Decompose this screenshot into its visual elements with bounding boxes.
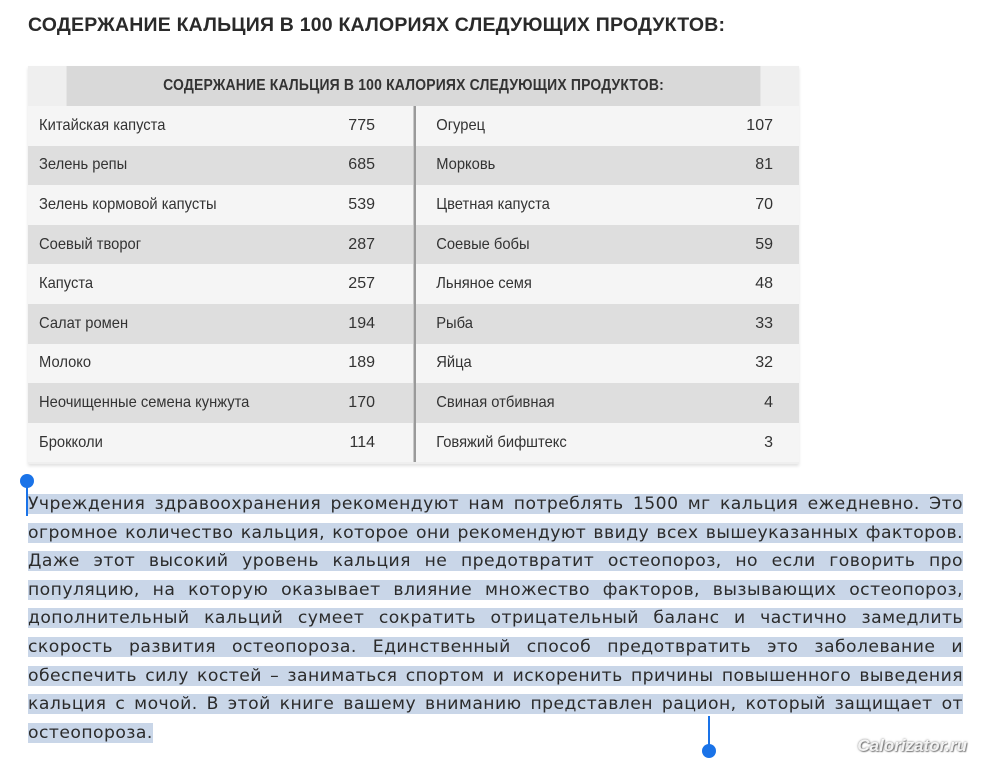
table-row <box>416 383 799 423</box>
calcium-value: 189 <box>348 354 375 372</box>
calcium-value: 3 <box>764 433 773 451</box>
table-row <box>416 344 799 384</box>
table-row <box>416 304 799 344</box>
calcium-value: 194 <box>348 314 375 332</box>
calcium-value: 4 <box>764 393 773 411</box>
table-row <box>28 225 413 265</box>
calcium-value: 33 <box>755 314 773 332</box>
product-name: Брокколи <box>39 433 103 451</box>
product-name: Молоко <box>39 354 92 372</box>
text-selection[interactable]: Учреждения здравоохранения рекомендуют нам потреблять 1500 мг кальция ежедневно. Это огромное количество кальция, которое они рекомендуют ввиду всех вышеуказанных факторов. Даже этот высокий уровень кальция не предотвратит остеопороз, но если говорить про популяцию, на которую оказывает влияние множество факторов, вызывающих остеопороз, дополнительный кальций сумеет сократить отрицательный баланс и частично замедлить скорость развития остеопороза. Единственный способ предотвратить это заболевание и обеспечить силу костей – заниматься спортом и искоренить причины повышенного выведения кальция с мочой. В этой книге вашему вниманию представлен рацион, который защищает от остеопороза. <box>28 494 963 743</box>
selection-handle-stem <box>708 716 710 746</box>
table-row <box>28 423 413 463</box>
table-row <box>28 185 413 225</box>
calcium-value: 81 <box>755 156 773 174</box>
calcium-value: 32 <box>755 354 773 372</box>
calcium-value: 107 <box>746 116 773 134</box>
product-name: Соевый творог <box>39 235 142 253</box>
product-name: Цветная капуста <box>436 195 550 213</box>
table-row <box>28 106 413 146</box>
calcium-value: 48 <box>755 275 773 293</box>
table-left-column <box>28 106 414 462</box>
product-name: Китайская капуста <box>39 116 166 134</box>
product-name: Свиная отбивная <box>436 393 555 411</box>
product-name: Яйца <box>436 354 472 372</box>
calcium-value: 539 <box>348 195 375 213</box>
table-row <box>416 225 799 265</box>
product-name: Огурец <box>436 116 486 134</box>
table-row <box>28 146 413 186</box>
selection-handle-dot[interactable] <box>702 744 716 758</box>
selected-paragraph[interactable] <box>28 490 963 747</box>
page-heading: СОДЕРЖАНИЕ КАЛЬЦИЯ В 100 КАЛОРИЯХ СЛЕДУЮЩИХ ПРОДУКТОВ: <box>28 14 726 36</box>
product-name: Льняное семя <box>436 275 532 293</box>
table-title: СОДЕРЖАНИЕ КАЛЬЦИЯ В 100 КАЛОРИЯХ СЛЕДУЮЩИХ ПРОДУКТОВ: <box>67 66 761 106</box>
table-row <box>416 264 799 304</box>
product-name: Зелень репы <box>39 156 128 174</box>
table-row <box>416 423 799 463</box>
calcium-table <box>28 66 799 464</box>
calcium-value: 775 <box>348 116 375 134</box>
table-right-column <box>414 106 799 462</box>
product-name: Салат ромен <box>39 314 129 332</box>
product-name: Морковь <box>436 156 496 174</box>
table-row <box>28 304 413 344</box>
table-row <box>416 106 799 146</box>
calcium-value: 170 <box>348 393 375 411</box>
calcium-value: 685 <box>348 156 375 174</box>
selection-start-handle[interactable] <box>20 474 34 488</box>
product-name: Неочищенные семена кунжута <box>39 393 250 411</box>
table-row <box>28 344 413 384</box>
watermark-logo: Calorizator.ru <box>857 736 967 755</box>
product-name: Зелень кормовой капусты <box>39 195 217 213</box>
calcium-value: 287 <box>348 235 375 253</box>
table-row <box>416 146 799 186</box>
calcium-value: 70 <box>755 195 773 213</box>
calcium-value: 59 <box>755 235 773 253</box>
product-name: Говяжий бифштекс <box>436 433 567 451</box>
table-row <box>28 383 413 423</box>
table-row <box>416 185 799 225</box>
selection-handle-stem <box>26 486 28 516</box>
product-name: Соевые бобы <box>436 235 530 253</box>
calcium-value: 257 <box>348 275 375 293</box>
product-name: Капуста <box>39 275 94 293</box>
product-name: Рыба <box>436 314 473 332</box>
calcium-value: 114 <box>349 433 375 451</box>
table-row <box>28 264 413 304</box>
